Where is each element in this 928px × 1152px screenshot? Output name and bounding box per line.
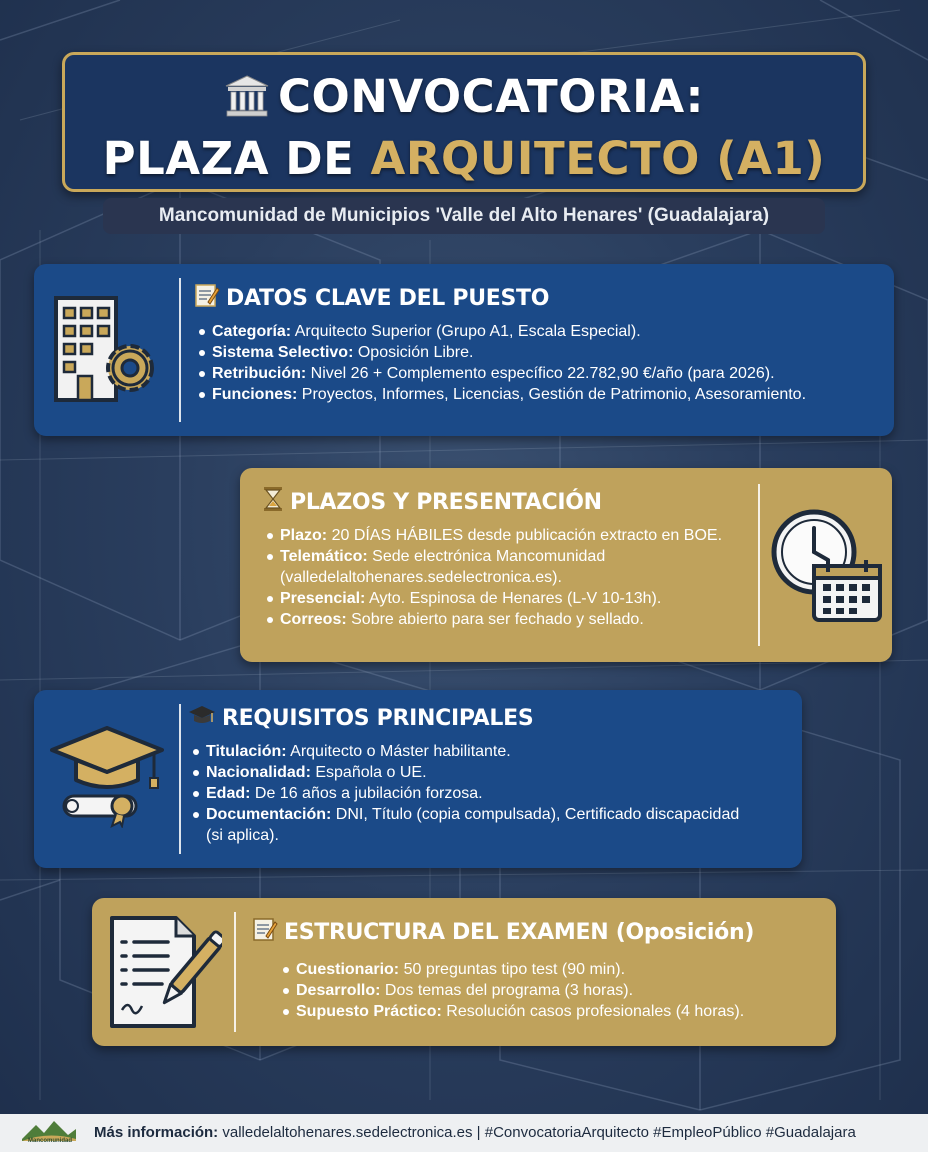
item-text: Sede electrónica Mancomunidad [367, 548, 606, 565]
title-text-2a: PLAZA DE [102, 132, 371, 185]
title-banner [62, 52, 866, 192]
graduation-cap-icon [50, 724, 164, 833]
item-label: Funciones: [212, 386, 298, 403]
list-item [188, 741, 739, 762]
item-text: Dos temas del programa (3 horas). [380, 982, 634, 999]
building-gear-icon [52, 294, 162, 409]
card-datos-clave [34, 264, 894, 436]
requisitos-list [188, 741, 739, 846]
list-item [262, 525, 722, 546]
list-item [278, 959, 754, 980]
list-item [194, 321, 806, 342]
item-label: Plazo: [280, 527, 328, 544]
item-text: Resolución casos profesionales (4 horas). [441, 1003, 745, 1020]
card-plazos [240, 468, 892, 662]
item-text: (valledelaltohenares.sedelectronica.es). [280, 569, 562, 586]
datos-content [194, 282, 806, 405]
item-text: DNI, Título (copia compulsada), Certificado discapacidad [331, 806, 740, 823]
requisitos-content [188, 704, 739, 846]
list-item [262, 609, 722, 630]
item-label: Categoría: [212, 323, 292, 340]
list-item [188, 762, 739, 783]
item-text: Proyectos, Informes, Licencias, Gestión de Patrimonio, Asesoramiento. [297, 386, 807, 403]
hourglass-icon [262, 486, 284, 521]
subtitle-banner: Mancomunidad de Municipios 'Valle del Alto Henares' (Guadalajara) [103, 198, 825, 234]
item-label: Documentación: [206, 806, 332, 823]
list-item [278, 1001, 754, 1022]
examen-list [278, 959, 754, 1022]
item-text: 20 DÍAS HÁBILES desde publicación extracto en BOE. [327, 527, 723, 544]
item-label: Correos: [280, 611, 347, 628]
plazos-content [262, 486, 722, 630]
card-requisitos [34, 690, 802, 868]
item-label: Telemático: [280, 548, 368, 565]
list-item [194, 342, 806, 363]
plazos-heading [262, 486, 722, 521]
title-text-2b: ARQUITECTO (A1) [370, 132, 826, 185]
examen-title: ESTRUCTURA DEL EXAMEN (Oposición) [284, 920, 755, 945]
datos-title: DATOS CLAVE DEL PUESTO [226, 286, 550, 311]
card-divider [758, 484, 760, 646]
footer-label: Más información: [94, 1124, 219, 1141]
plazos-list [262, 525, 722, 630]
list-item [188, 804, 739, 825]
item-text: Arquitecto o Máster habilitante. [286, 743, 511, 760]
footer-bar [0, 1114, 928, 1152]
item-text: Ayto. Espinosa de Henares (L-V 10-13h). [365, 590, 662, 607]
list-item [262, 588, 722, 609]
item-text: Nivel 26 + Complemento específico 22.782,90 €/año (para 2026). [306, 365, 775, 382]
card-divider [179, 704, 181, 854]
item-text: (si aplica). [206, 827, 279, 844]
list-item-continuation [188, 825, 739, 846]
item-text: Sobre abierto para ser fechado y sellado. [346, 611, 644, 628]
item-label: Sistema Selectivo: [212, 344, 354, 361]
card-divider [179, 278, 181, 422]
list-item-continuation [262, 567, 722, 588]
requisitos-title: REQUISITOS PRINCIPALES [222, 706, 534, 731]
item-label: Titulación: [206, 743, 287, 760]
footer-links: valledelaltohenares.sedelectronica.es | #ConvocatoriaArquitecto #EmpleoPúblico #Guadalajara [218, 1124, 856, 1141]
datos-list [194, 321, 806, 405]
item-text: Arquitecto Superior (Grupo A1, Escala Especial). [291, 323, 641, 340]
list-item [194, 384, 806, 405]
item-label: Desarrollo: [296, 982, 381, 999]
card-divider [234, 912, 236, 1032]
item-label: Nacionalidad: [206, 764, 311, 781]
item-label: Supuesto Práctico: [296, 1003, 442, 1020]
clock-calendar-icon [768, 508, 884, 629]
item-label: Cuestionario: [296, 961, 400, 978]
mortarboard-icon [188, 704, 216, 737]
item-label: Presencial: [280, 590, 366, 607]
item-label: Edad: [206, 785, 251, 802]
item-text: 50 preguntas tipo test (90 min). [399, 961, 626, 978]
title-text-1: CONVOCATORIA: [277, 70, 705, 123]
requisitos-heading [188, 704, 739, 737]
plazos-title: PLAZOS Y PRESENTACIÓN [290, 490, 602, 515]
examen-content [252, 916, 754, 1022]
list-item [188, 783, 739, 804]
logo-text: Mancomunidad [27, 1138, 72, 1144]
item-text: De 16 años a jubilación forzosa. [250, 785, 483, 802]
memo-icon [194, 282, 220, 317]
title-line-2 [65, 131, 863, 187]
footer-text [94, 1114, 856, 1152]
list-item [262, 546, 722, 567]
list-item [278, 980, 754, 1001]
item-text: Oposición Libre. [353, 344, 474, 361]
item-text: Española o UE. [310, 764, 427, 781]
document-pen-icon [106, 914, 222, 1037]
list-item [194, 363, 806, 384]
item-label: Retribución: [212, 365, 307, 382]
bank-building-icon [224, 74, 270, 131]
datos-heading [194, 282, 806, 317]
title-line-1 [65, 69, 863, 131]
card-examen [92, 898, 836, 1046]
memo-icon [252, 916, 278, 951]
examen-heading [252, 916, 754, 951]
